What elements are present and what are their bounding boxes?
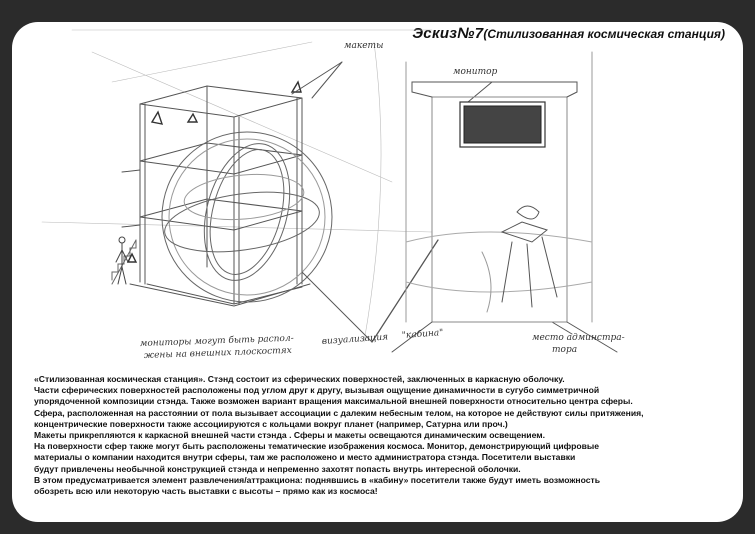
description-line: концентрические поверхности также ассоциируются с кольцами вокруг планет (например, Сатурна или проч.) [34,418,508,429]
monitor-sketch [460,102,545,147]
label-monitor: монитор [453,67,498,77]
description-line: Части сферических поверхностей расположены под углом друг к другу, вызывая ощущение динамичности в сугубо симметричной [34,385,600,396]
pencil-sketch [12,22,743,372]
label-kabina: "кабина" [401,328,444,341]
interior-view [392,52,617,352]
label-makety: макеты [344,41,384,51]
description-line: Сфера, расположенная на расстоянии от пола вызывает ассоциации с далеким небесным телом, на которое не действуют силы притяжения, [34,407,644,418]
label-monitors-note-2: жены на внешних плоскостях [143,345,292,361]
person-figure [116,237,128,284]
title-paren-open: ( [483,27,488,41]
label-admin-place-2: тора [552,345,578,355]
description-line: материалы о компании находится внутри сферы, там же расположено и место администратора стэнда. Посетители выставки [34,452,576,463]
description-line: В этом предусматривается элемент развлечения/аттракциона: поднявшись в «кабину» посетители также будут иметь возможность [34,474,601,485]
description-line: будут привлечены необычной конструкцией стэнда и непременно захотят попасть внутрь интересной оболочки. [34,463,521,474]
description-line: упорядоченной композиции стэнда. Также возможен вариант вращения максимальной внешней поверхности относительно центра сферы. [34,396,633,407]
description-line: Макеты прикрепляются к каркасной внешней части стэнда . Сферы и макеты освещаются динамическим освещением. [34,430,546,441]
sketch-sheet [12,22,743,522]
guide-lines [42,30,432,342]
label-monitors-note-1: мониторы могут быть распол- [139,333,294,349]
title-main: Эскиз№7 [412,25,484,42]
admin-place-sketch [482,206,557,312]
description-line: «Стилизованная космическая станция». Стэнд состоит из сферических поверхностей, заключенных в каркасную оболочку. [34,374,565,384]
label-vizualizatsiya: визуализация [321,332,389,347]
title-subtitle: Стилизованная космическая станция [487,27,721,41]
description-line: обозреть всю или некоторую часть выставки с высоты – прямо как из космоса! [34,486,378,497]
description-text [34,374,724,497]
title-paren-close: ) [721,27,725,41]
description-line: На поверхности сфер также могут быть расположены тематические изображения космоса. Монитор, демонстрирующий цифровые [34,441,600,452]
label-admin-place-1: место админстра- [532,333,625,343]
